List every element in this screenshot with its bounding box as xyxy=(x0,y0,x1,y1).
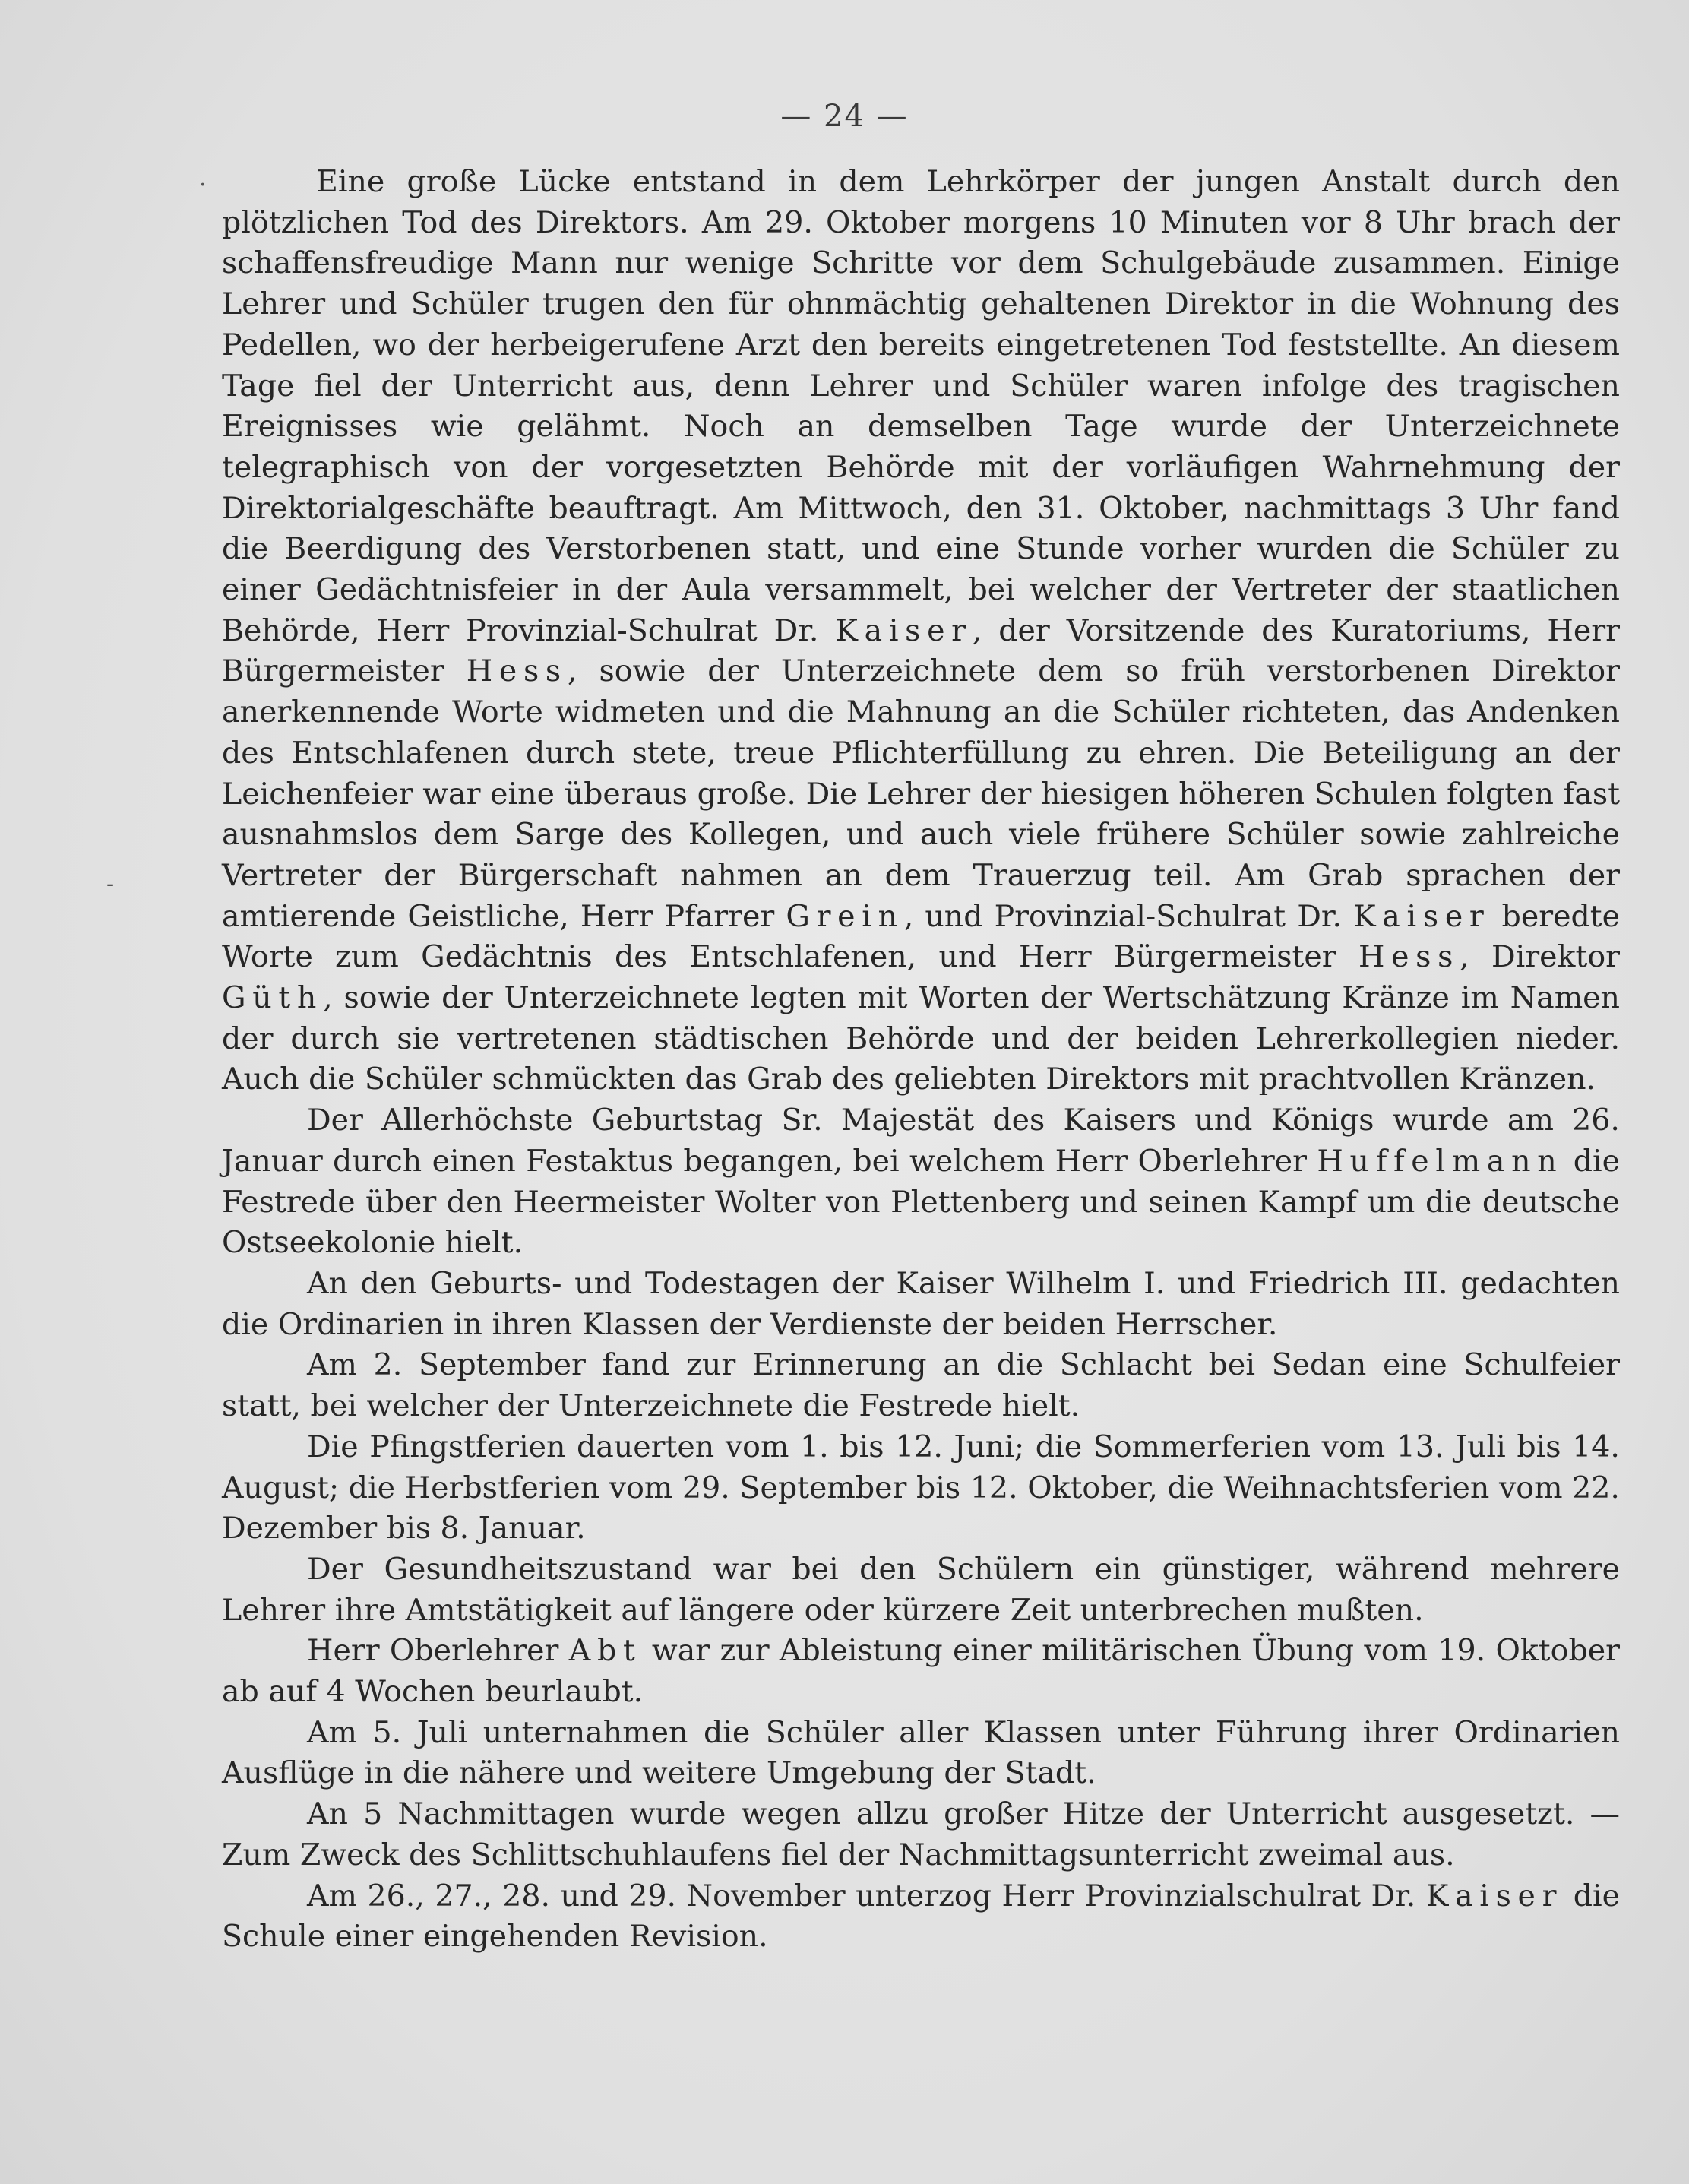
paragraph-revision: Am 26., 27., 28. und 29. November unterzog Herr Provinzialschulrat Dr. Kaiser die Schule einer eingehenden Revision. xyxy=(222,1878,1621,1955)
paragraph-health: Der Gesundheitszustand war bei den Schülern ein günstiger, während mehrere Lehrer ihre Amtstätigkeit auf längere oder kürzere Zeit unterbrechen mußten. xyxy=(222,1551,1620,1628)
margin-mark: · xyxy=(199,172,207,198)
name-grein: Grein xyxy=(786,898,904,934)
paragraph-heat-skating: An 5 Nachmittagen wurde wegen allzu großer Hitze der Unterricht ausgesetzt. — Zum Zweck des Schlittschuhlaufens fiel der Nachmittagsunterricht zweimal aus. xyxy=(222,1796,1620,1872)
name-kaiser: Kaiser xyxy=(1425,1878,1564,1913)
paragraph-kaisers-birthday: Der Allerhöchste Geburtstag Sr. Majestät des Kaisers und Königs wurde am 26. Januar durch einen Festaktus begangen, bei welchem Herr Oberlehrer Huffelmann die Festrede über den Heermeister Wolter von Plettenberg und seinen Kampf um die deutsche Ostseekolonie hielt. xyxy=(222,1103,1620,1261)
page-number: — 24 — xyxy=(780,99,909,134)
paragraph-military-leave: Herr Oberlehrer Abt war zur Ableistung einer militärischen Übung vom 19. Oktober ab auf 4 Wochen beurlaubt. xyxy=(222,1633,1620,1710)
name-hess: Hess xyxy=(1358,939,1460,975)
margin-mark: - xyxy=(106,871,115,897)
name-hess: Hess xyxy=(466,654,568,689)
paragraph-director-death: Eine große Lücke entstand in dem Lehrkörper der jungen Anstalt durch den plötzlichen Tod des Direktors. Am 29. Oktober morgens 10 Minuten vor 8 Uhr brach der schaffensfreudige Mann nur wenige Schritte vor dem Schulgebäude zusammen. Einige Lehrer und Schüler trugen den für ohnmächtig gehaltenen Direktor in die Wohnung des Pedellen, wo der herbeigerufene Arzt den bereits eingetretenen Tod feststellte. An diesem Tage fiel der Unterricht aus, denn Lehrer und Schüler waren infolge des tragischen Ereignisses wie gelähmt. Noch an demselben Tage wurde der Unterzeichnete telegraphisch von der vorgesetzten Behörde mit der vorläufigen Wahrnehmung der Direktorialgeschäfte beauftragt. Am Mittwoch, den 31. Oktober, nachmittags 3 Uhr fand die Beerdigung des Verstorbenen statt, und eine Stunde vorher wurden die Schüler zu einer Gedächtnisfeier in der Aula versammelt, bei welcher der Vertreter der staatlichen Behörde, Herr Provinzial-Schulrat Dr. Kaiser, der Vorsitzende des Kuratoriums, Herr Bürgermeister Hess, sowie der Unterzeichnete dem so früh verstorbenen Direktor anerkennende Worte widmeten und die Mahnung an die Schüler richteten, das Andenken des Entschlafenen durch stete, treue Pflichterfüllung zu ehren. Die Beteiligung an der Leichenfeier war eine überaus große. Die Lehrer der hiesigen höheren Schulen folgten fast ausnahmslos dem Sarge des Kollegen, und auch viele frühere Schüler sowie zahlreiche Vertreter der Bürgerschaft nahmen an dem Trauerzug teil. Am Grab sprachen der amtierende Geistliche, Herr Pfarrer Grein, und Provinzial-Schulrat Dr. Kaiser beredte Worte zum Gedächtnis des Entschlafenen, und Herr Bürgermeister Hess, Direktor Güth, sowie der Unterzeichnete legten mit Worten der Wertschätzung Kränze im Namen der durch sie vertretenen städtischen Behörde und der beiden Lehrerkollegien nieder. Auch die Schüler schmückten das Grab des geliebten Direktors mit prachtvollen Kränzen. xyxy=(222,164,1621,1097)
paragraph-holidays: Die Pfingstferien dauerten vom 1. bis 12. Juni; die Sommerferien vom 13. Juli bis 14. August; die Herbstferien vom 29. September bis 12. Oktober, die Weihnachtsferien vom 22. Dezember bis 8. Januar. xyxy=(222,1429,1620,1546)
name-kaiser: Kaiser xyxy=(835,612,973,648)
name-gueth: Güth xyxy=(222,980,324,1016)
name-huffelmann: Huffelmann xyxy=(1317,1143,1564,1179)
paragraph-emperors-days: An den Geburts- und Todestagen der Kaiser Wilhelm I. und Friedrich III. gedachten die Ordinarien in ihren Klassen der Verdienste der beiden Herrscher. xyxy=(222,1265,1620,1342)
name-kaiser: Kaiser xyxy=(1353,898,1491,934)
paragraph-excursions: Am 5. Juli unternahmen die Schüler aller Klassen unter Führung ihrer Ordinarien Ausflüge in die nähere und weitere Umgebung der Stadt. xyxy=(222,1714,1620,1791)
body-text xyxy=(222,162,1620,1958)
paragraph-sedan-day: Am 2. September fand zur Erinnerung an die Schlacht bei Sedan eine Schulfeier statt, bei welcher der Unterzeichnete die Festrede hielt. xyxy=(222,1347,1620,1424)
name-abt: Abt xyxy=(568,1633,642,1669)
